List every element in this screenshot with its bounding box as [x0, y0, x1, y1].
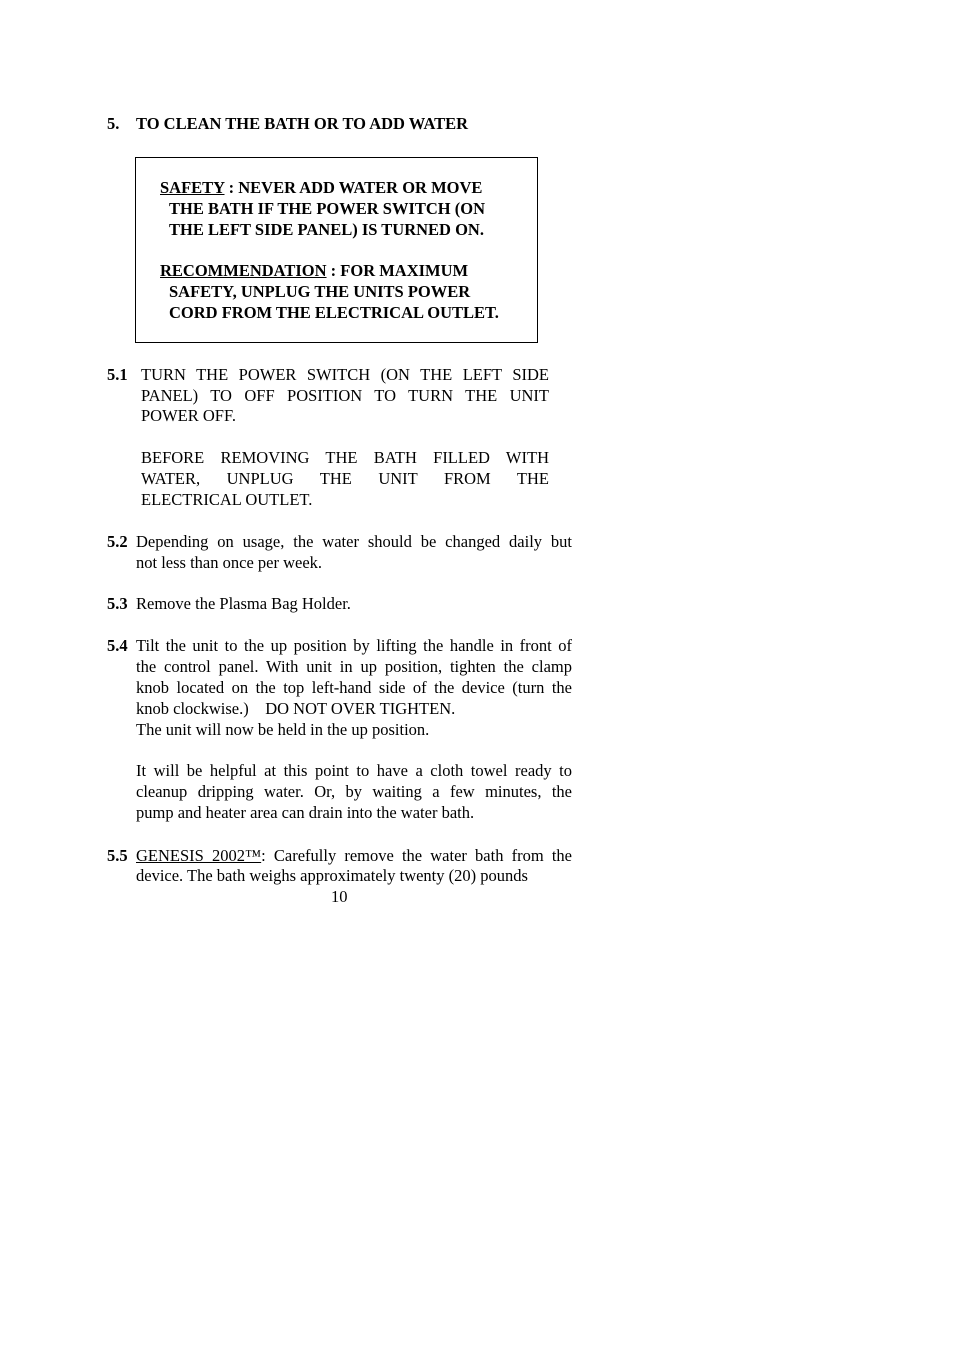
step-5-1-number: 5.1: [107, 365, 128, 384]
step-5-2-number: 5.2: [107, 532, 128, 551]
step-5-3-number: 5.3: [107, 594, 128, 613]
step-5-1-line: BEFORE REMOVING THE BATH FILLED WITH: [141, 448, 549, 467]
step-5-1-line: ELECTRICAL OUTLET.: [141, 490, 313, 509]
recommendation-line-3: CORD FROM THE ELECTRICAL OUTLET.: [169, 303, 499, 322]
step-5-4-line: knob located on the top left-hand side of the device (turn the: [136, 678, 572, 697]
step-5-2-line: not less than once per week.: [136, 553, 323, 572]
step-5-5-line: GENESIS 2002™: Carefully remove the water bath from the: [136, 846, 572, 865]
step-5-4-line: Tilt the unit to the up position by lifting the handle in front of: [136, 636, 572, 655]
page-number: 10: [331, 887, 348, 906]
section-heading: [107, 114, 468, 134]
step-5-1-line: WATER, UNPLUG THE UNIT FROM THE: [141, 469, 549, 488]
step-5-2-line: Depending on usage, the water should be changed daily but: [136, 532, 572, 551]
step-5-4-line: knob clockwise.) DO NOT OVER TIGHTEN.: [136, 699, 456, 718]
safety-notice-box: [135, 157, 538, 343]
step-5-4-line: the control panel. With unit in up position, tighten the clamp: [136, 657, 572, 676]
safety-line-1: SAFETY : NEVER ADD WATER OR MOVE: [160, 178, 483, 197]
product-name: GENESIS 2002™: [136, 846, 262, 865]
section-number: 5.: [107, 114, 120, 133]
safety-label: SAFETY: [160, 178, 225, 197]
step-5-4-line: pump and heater area can drain into the water bath.: [136, 803, 475, 822]
section-title: TO CLEAN THE BATH OR TO ADD WATER: [136, 114, 469, 133]
step-5-4-line: It will be helpful at this point to have a cloth towel ready to: [136, 761, 572, 780]
safety-line-3: THE LEFT SIDE PANEL) IS TURNED ON.: [169, 220, 484, 239]
step-5-1-line: PANEL) TO OFF POSITION TO TURN THE UNIT: [141, 386, 549, 405]
step-5-1-line: TURN THE POWER SWITCH (ON THE LEFT SIDE: [141, 365, 549, 384]
recommendation-line-2: SAFETY, UNPLUG THE UNITS POWER: [169, 282, 471, 301]
recommendation-line-1: RECOMMENDATION : FOR MAXIMUM: [160, 261, 469, 280]
step-5-5-number: 5.5: [107, 846, 128, 865]
step-5-1-line: POWER OFF.: [141, 406, 236, 425]
step-5-4-number: 5.4: [107, 636, 128, 655]
step-5-4-line: cleanup dripping water. Or, by waiting a few minutes, the: [136, 782, 572, 801]
step-5-3-line: Remove the Plasma Bag Holder.: [136, 594, 351, 613]
step-5-5-line: device. The bath weighs approximately twenty (20) pounds: [136, 866, 528, 885]
recommendation-label: RECOMMENDATION: [160, 261, 327, 280]
safety-line-2: THE BATH IF THE POWER SWITCH (ON: [169, 199, 485, 218]
step-5-4-line: The unit will now be held in the up position.: [136, 720, 430, 739]
